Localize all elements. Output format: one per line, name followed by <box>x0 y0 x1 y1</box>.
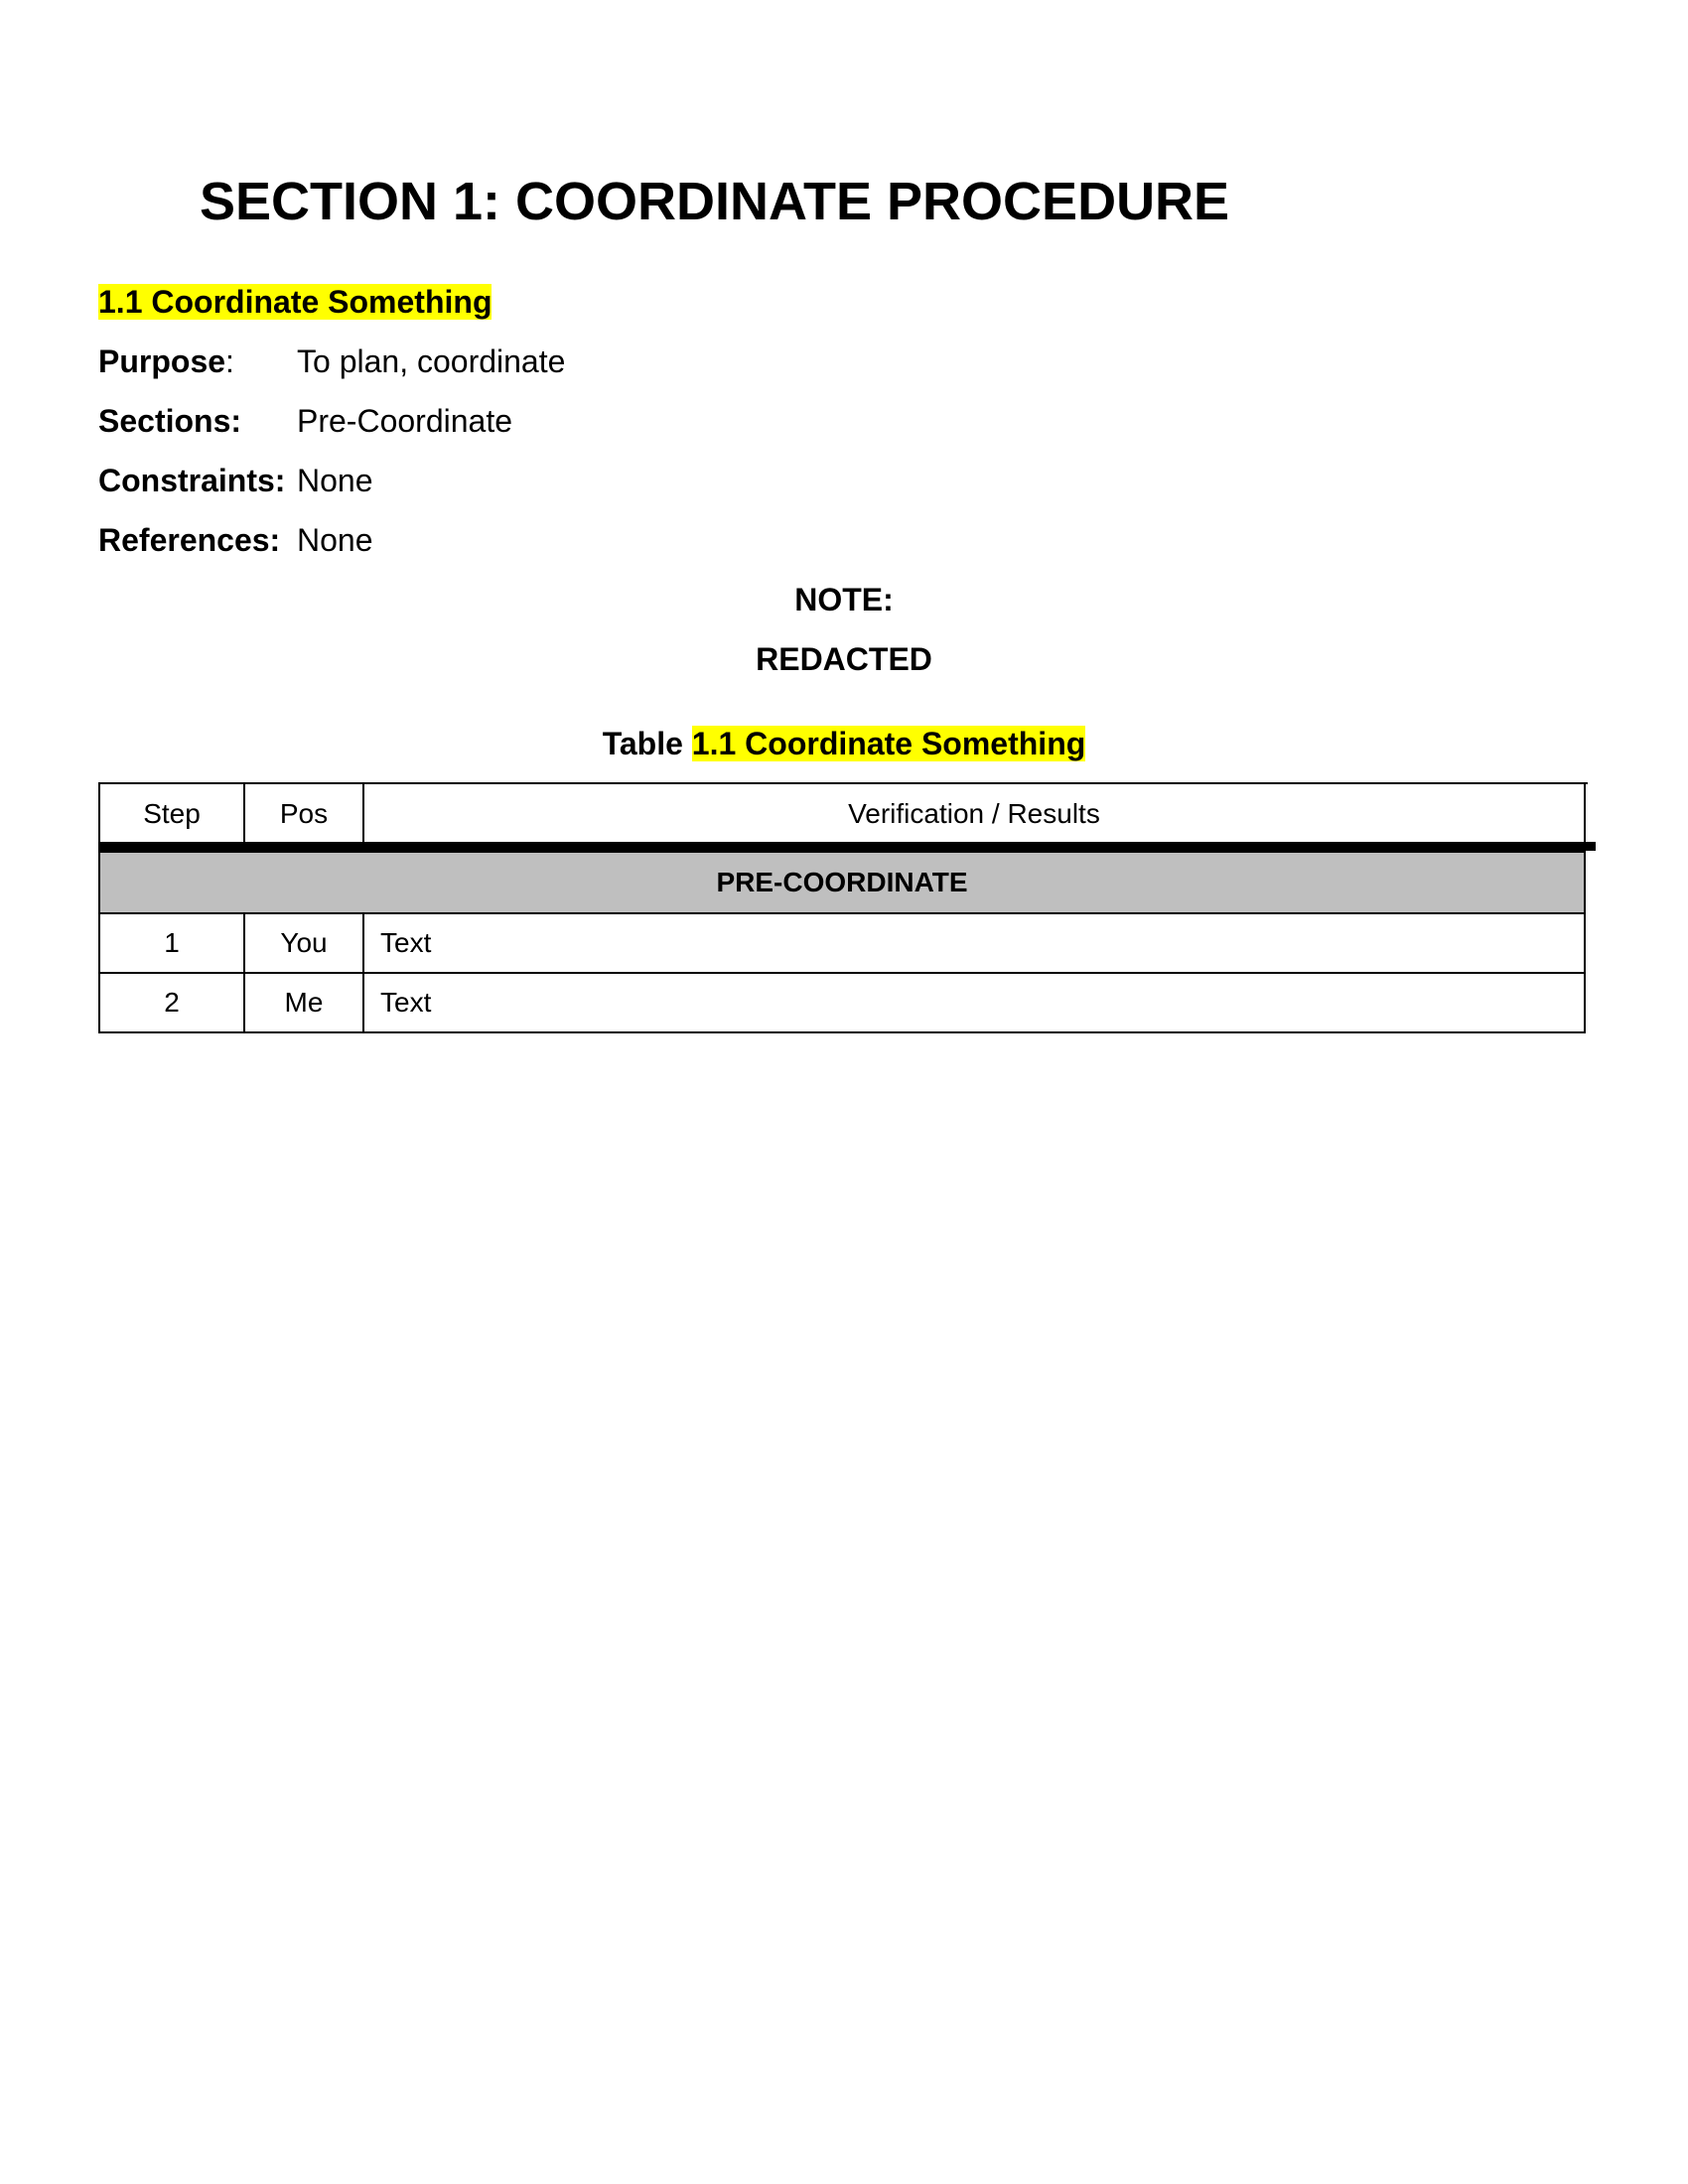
field-sections <box>98 401 512 441</box>
table-caption-prefix: Table <box>602 726 683 761</box>
field-purpose <box>98 341 565 381</box>
column-header-verification: Verification / Results <box>363 783 1585 849</box>
procedure-table <box>98 782 1584 1033</box>
step-cell: 2 <box>99 973 244 1032</box>
table-caption <box>0 724 1688 763</box>
column-header-pos: Pos <box>244 783 363 849</box>
note-label: NOTE: <box>794 582 894 617</box>
result-cell: Text <box>363 973 1585 1032</box>
field-constraints-value: None <box>297 463 373 498</box>
field-constraints <box>98 461 373 500</box>
field-sections-value: Pre-Coordinate <box>297 403 512 439</box>
pos-cell: Me <box>244 973 363 1032</box>
table-section-row <box>99 849 1585 914</box>
field-purpose-label: Purpose: <box>98 343 234 379</box>
result-cell: Text <box>363 913 1585 973</box>
procedure-heading-text: 1.1 Coordinate Something <box>98 284 492 320</box>
note-text: REDACTED <box>756 641 932 677</box>
procedure-heading <box>98 282 492 322</box>
step-cell: 1 <box>99 913 244 973</box>
field-references-label: References: <box>98 522 281 558</box>
section-label: PRE-COORDINATE <box>99 849 1585 914</box>
field-references-value: None <box>297 522 373 558</box>
field-constraints-label: Constraints: <box>98 463 286 498</box>
table-caption-title: 1.1 Coordinate Something <box>691 726 1086 761</box>
table-row <box>99 973 1585 1032</box>
table-top-rule <box>98 782 1588 784</box>
page-title: SECTION 1: COORDINATE PROCEDURE <box>200 172 1230 231</box>
pos-cell: You <box>244 913 363 973</box>
table-header-row <box>99 783 1585 849</box>
field-purpose-value: To plan, coordinate <box>297 343 566 379</box>
header-separator-rule <box>98 842 1596 851</box>
field-sections-label: Sections: <box>98 403 242 439</box>
column-header-step: Step <box>99 783 244 849</box>
field-references <box>98 520 373 560</box>
table-row <box>99 913 1585 973</box>
